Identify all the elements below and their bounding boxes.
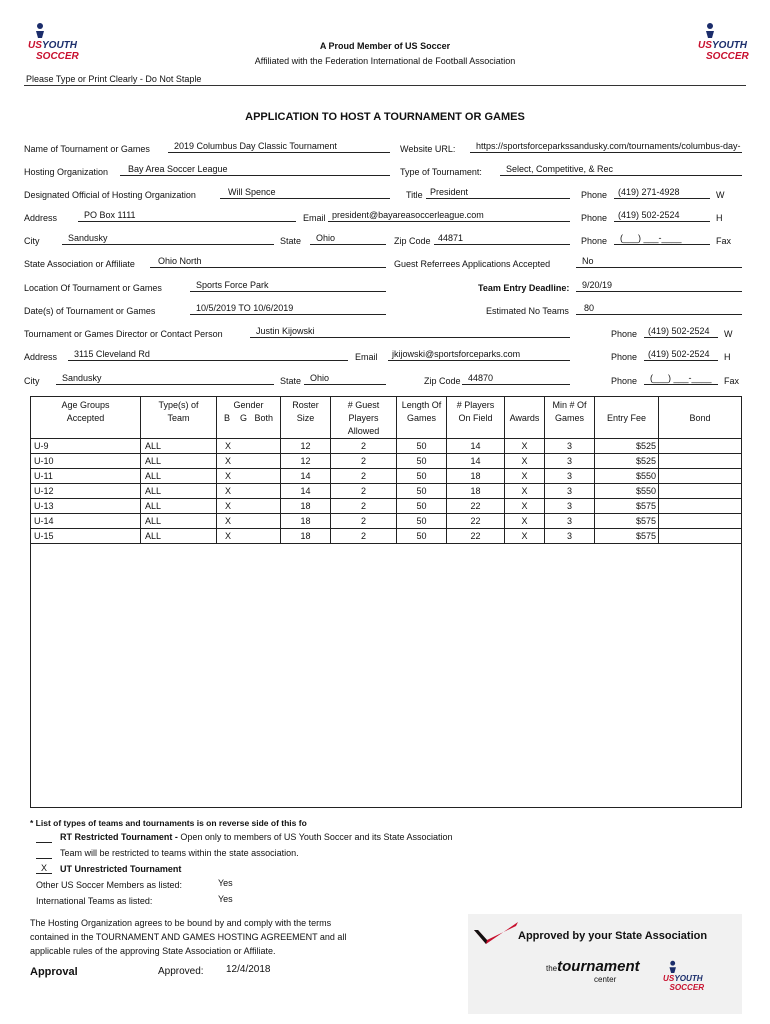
cell-length[interactable]: 50 — [397, 439, 447, 454]
official-title-label: Title — [406, 190, 423, 200]
table-row — [31, 469, 742, 484]
awards-header: Awards — [505, 397, 545, 439]
rt-line — [60, 832, 453, 842]
cell-awards[interactable]: X — [505, 454, 545, 469]
cell-gender[interactable]: X — [217, 454, 281, 469]
bond-header: Bond — [659, 397, 742, 439]
cell-fee[interactable]: $550 — [595, 484, 659, 499]
table-row — [31, 484, 742, 499]
fax-label: Fax — [716, 236, 732, 246]
dir-phone-label-3: Phone — [611, 376, 638, 386]
dates-value: 10/5/2019 TO 10/6/2019 — [196, 303, 294, 313]
official-value: Will Spence — [228, 187, 276, 197]
cell-awards[interactable]: X — [505, 514, 545, 529]
cell-age[interactable]: U-13 — [31, 499, 141, 514]
cell-roster[interactable]: 12 — [281, 454, 331, 469]
table-row — [31, 439, 742, 454]
svg-text:YOUTH: YOUTH — [712, 40, 747, 51]
official-title-value: President — [430, 187, 469, 197]
cell-min[interactable]: 3 — [545, 469, 595, 484]
cell-players[interactable]: 22 — [447, 499, 505, 514]
deadline-label: Team Entry Deadline: — [478, 283, 570, 293]
dir-phone-label-2: Phone — [611, 352, 638, 362]
cell-min[interactable]: 3 — [545, 454, 595, 469]
deadline-value: 9/20/19 — [582, 280, 613, 290]
approval-banner — [468, 914, 742, 1014]
dir-fax-value: (___) ___-____ — [650, 373, 712, 383]
est-teams-value: 80 — [584, 303, 595, 313]
agreement-line-3: applicable rules of the approving State Association or Affiliate. — [30, 946, 276, 956]
cell-min[interactable]: 3 — [545, 439, 595, 454]
website-label: Website URL: — [400, 144, 456, 154]
cell-awards[interactable]: X — [505, 484, 545, 499]
guest-refs-field[interactable] — [576, 256, 742, 268]
svg-text:SOCCER: SOCCER — [36, 51, 79, 62]
cell-fee[interactable]: $575 — [595, 499, 659, 514]
approved-by-text: Approved by your State Association — [518, 930, 708, 942]
cell-fee[interactable]: $575 — [595, 529, 659, 544]
cell-min[interactable]: 3 — [545, 484, 595, 499]
work-label: W — [716, 190, 725, 200]
players-header: # Players On Field — [447, 397, 505, 439]
email-value: president@bayareasoccerleague.com — [332, 210, 484, 220]
dir-state-value: Ohio — [310, 373, 330, 383]
roster-header: Roster Size — [281, 397, 331, 439]
cell-players[interactable]: 14 — [447, 454, 505, 469]
zip-label: Zip Code — [394, 236, 431, 246]
cell-roster[interactable]: 14 — [281, 469, 331, 484]
cell-fee[interactable]: $550 — [595, 469, 659, 484]
hosting-org-label: Hosting Organization — [24, 167, 109, 177]
gender-header: Gender B G Both — [217, 397, 281, 439]
director-value: Justin Kijowski — [256, 326, 315, 336]
cell-awards[interactable]: X — [505, 499, 545, 514]
cell-length[interactable]: 50 — [397, 499, 447, 514]
dir-address-value: 3115 Cleveland Rd — [74, 349, 150, 359]
cell-guest[interactable]: 2 — [331, 484, 397, 499]
cell-gender[interactable]: X — [217, 484, 281, 499]
address-label: Address — [24, 213, 58, 223]
affiliation-line: Affiliated with the Federation International de Football Association — [254, 56, 516, 66]
rt-title: RT Restricted Tournament - — [60, 832, 178, 842]
length-header: Length Of Games — [397, 397, 447, 439]
tournament-name-value: 2019 Columbus Day Classic Tournament — [174, 141, 337, 151]
table-row — [31, 499, 742, 514]
cell-age[interactable]: U-12 — [31, 484, 141, 499]
rt-checkbox[interactable] — [36, 832, 52, 843]
approved-date: 12/4/2018 — [226, 964, 271, 975]
table-row — [31, 454, 742, 469]
age-groups-table — [30, 396, 742, 544]
cell-gender[interactable]: X — [217, 499, 281, 514]
cell-guest[interactable]: 2 — [331, 514, 397, 529]
ut-title: UT Unrestricted Tournament — [60, 864, 182, 874]
cell-age[interactable]: U-10 — [31, 454, 141, 469]
cell-awards[interactable]: X — [505, 529, 545, 544]
address-value: PO Box 1111 — [84, 210, 136, 220]
director-label: Tournament or Games Director or Contact Person — [24, 329, 223, 339]
official-label: Designated Official of Hosting Organization — [24, 190, 196, 200]
state-value: Ohio — [316, 233, 336, 243]
cell-bond[interactable] — [659, 484, 742, 499]
cell-bond[interactable] — [659, 469, 742, 484]
rt-desc-2: Team will be restricted to teams within the state association. — [60, 848, 299, 858]
cell-fee[interactable]: $525 — [595, 454, 659, 469]
cell-roster[interactable]: 14 — [281, 484, 331, 499]
intl-teams-value: Yes — [218, 894, 233, 904]
home-label: H — [716, 213, 723, 223]
cell-players[interactable]: 22 — [447, 529, 505, 544]
phone-label: Phone — [581, 190, 608, 200]
cell-players[interactable]: 18 — [447, 484, 505, 499]
ut-checkbox[interactable]: X — [36, 863, 52, 874]
cell-guest[interactable]: 2 — [331, 529, 397, 544]
rt-checkbox-2[interactable] — [36, 848, 52, 859]
min-games-header: Min # Of Games — [545, 397, 595, 439]
svg-text:SOCCER: SOCCER — [706, 51, 749, 62]
dir-email-value: jkijowski@sportsforceparks.com — [392, 349, 521, 359]
guest-refs-label: Guest Referrees Applications Accepted — [394, 259, 551, 269]
city-label: City — [24, 236, 40, 246]
cell-type[interactable]: ALL — [141, 484, 217, 499]
svg-text:YOUTH: YOUTH — [42, 40, 77, 51]
tournament-center-logo: thetournament center — [546, 958, 640, 984]
cell-bond[interactable] — [659, 454, 742, 469]
svg-text:YOUTH: YOUTH — [674, 974, 703, 984]
rt-desc: Open only to members of US Youth Soccer and its State Association — [177, 832, 453, 842]
us-youth-soccer-logo-footer — [660, 960, 705, 994]
cell-type[interactable]: ALL — [141, 454, 217, 469]
cell-age[interactable]: U-11 — [31, 469, 141, 484]
dir-address-label: Address — [24, 352, 58, 362]
guest-header: # Guest Players Allowed — [331, 397, 397, 439]
cell-gender[interactable]: X — [217, 439, 281, 454]
state-assoc-value: Ohio North — [158, 256, 202, 266]
location-label: Location Of Tournament or Games — [24, 283, 162, 293]
dir-phone-label: Phone — [611, 329, 638, 339]
cell-type[interactable]: ALL — [141, 499, 217, 514]
cell-awards[interactable]: X — [505, 439, 545, 454]
cell-gender[interactable]: X — [217, 469, 281, 484]
svg-text:US: US — [698, 40, 712, 51]
header-divider — [24, 85, 746, 86]
cell-roster[interactable]: 18 — [281, 499, 331, 514]
cell-min[interactable]: 3 — [545, 499, 595, 514]
guest-refs-value: No — [582, 256, 594, 266]
cell-guest[interactable]: 2 — [331, 469, 397, 484]
cell-roster[interactable]: 18 — [281, 514, 331, 529]
cell-guest[interactable]: 2 — [331, 454, 397, 469]
cell-bond[interactable] — [659, 439, 742, 454]
location-value: Sports Force Park — [196, 280, 269, 290]
cell-type[interactable]: ALL — [141, 514, 217, 529]
dir-email-label: Email — [355, 352, 378, 362]
cell-type[interactable]: ALL — [141, 469, 217, 484]
form-title: APPLICATION TO HOST A TOURNAMENT OR GAMES — [245, 111, 525, 123]
phone-label-2: Phone — [581, 213, 608, 223]
cell-length[interactable]: 50 — [397, 484, 447, 499]
cell-awards[interactable]: X — [505, 469, 545, 484]
cell-roster[interactable]: 18 — [281, 529, 331, 544]
dir-phone-w-value: (419) 502-2524 — [648, 326, 710, 336]
approved-label: Approved: — [158, 966, 204, 977]
type-value: Select, Competitive, & Rec — [506, 164, 614, 174]
dates-label: Date(s) of Tournament or Games — [24, 306, 156, 316]
agreement-line-1: The Hosting Organization agrees to be bound by and comply with the terms — [30, 918, 332, 928]
cell-type[interactable]: ALL — [141, 439, 217, 454]
cell-bond[interactable] — [659, 499, 742, 514]
cell-age[interactable]: U-14 — [31, 514, 141, 529]
dir-state-label: State — [280, 376, 302, 386]
phone-h-value: (419) 502-2524 — [618, 210, 680, 220]
phone-w-value: (419) 271-4928 — [618, 187, 680, 197]
cell-bond[interactable] — [659, 514, 742, 529]
dir-city-value: Sandusky — [62, 373, 102, 383]
cell-fee[interactable]: $575 — [595, 514, 659, 529]
cell-fee[interactable]: $525 — [595, 439, 659, 454]
tournament-name-label: Name of Tournament or Games — [24, 144, 150, 154]
dir-phone-h-value: (419) 502-2524 — [648, 349, 710, 359]
zip-value: 44871 — [438, 233, 464, 243]
type-label: Type of Tournament: — [400, 167, 482, 177]
cell-guest[interactable]: 2 — [331, 499, 397, 514]
table-row — [31, 514, 742, 529]
svg-text:SOCCER: SOCCER — [669, 982, 705, 992]
agreement-line-2: contained in the TOURNAMENT AND GAMES HOSTING AGREEMENT and all — [30, 932, 347, 942]
dir-home-label: H — [724, 352, 731, 362]
table-header-row — [31, 397, 742, 439]
svg-text:US: US — [28, 40, 42, 51]
member-line: A Proud Member of US Soccer — [319, 41, 451, 51]
dir-work-label: W — [724, 329, 733, 339]
cell-length[interactable]: 50 — [397, 514, 447, 529]
cell-gender[interactable]: X — [217, 529, 281, 544]
instruction-text: Please Type or Print Clearly - Do Not Staple — [26, 74, 202, 84]
intl-teams-label: International Teams as listed: — [36, 896, 153, 906]
phone-label-3: Phone — [581, 236, 608, 246]
other-members-value: Yes — [218, 878, 233, 888]
cell-age[interactable]: U-15 — [31, 529, 141, 544]
hosting-org-value: Bay Area Soccer League — [128, 164, 228, 174]
age-groups-header: Age Groups Accepted — [31, 397, 141, 439]
cell-min[interactable]: 3 — [545, 529, 595, 544]
cell-players[interactable]: 14 — [447, 439, 505, 454]
dir-city-label: City — [24, 376, 40, 386]
dir-fax-label: Fax — [724, 376, 740, 386]
cell-min[interactable]: 3 — [545, 514, 595, 529]
cell-length[interactable]: 50 — [397, 529, 447, 544]
website-value: https://sportsforceparkssandusky.com/tournaments/columbus-day- — [476, 141, 741, 151]
entry-fee-header: Entry Fee — [595, 397, 659, 439]
state-label: State — [280, 236, 302, 246]
cell-players[interactable]: 22 — [447, 514, 505, 529]
cell-length[interactable]: 50 — [397, 469, 447, 484]
cell-gender[interactable]: X — [217, 514, 281, 529]
email-label: Email — [303, 213, 326, 223]
other-members-label: Other US Soccer Members as listed: — [36, 880, 183, 890]
table-empty-area — [30, 534, 742, 808]
cell-type[interactable]: ALL — [141, 529, 217, 544]
cell-age[interactable]: U-9 — [31, 439, 141, 454]
cell-roster[interactable]: 12 — [281, 439, 331, 454]
est-teams-label: Estimated No Teams — [486, 306, 569, 316]
dir-zip-label: Zip Code — [424, 376, 461, 386]
city-value: Sandusky — [68, 233, 108, 243]
cell-players[interactable]: 18 — [447, 469, 505, 484]
type-header: Type(s) of Team — [141, 397, 217, 439]
approval-label: Approval — [30, 966, 78, 978]
svg-text:US: US — [663, 974, 675, 984]
est-teams-field[interactable] — [576, 303, 742, 315]
list-note: * List of types of teams and tournaments is on reverse side of this fo — [30, 818, 307, 828]
cell-length[interactable]: 50 — [397, 454, 447, 469]
cell-guest[interactable]: 2 — [331, 439, 397, 454]
state-assoc-label: State Association or Affiliate — [24, 259, 135, 269]
dir-zip-value: 44870 — [468, 373, 494, 383]
check-swoosh-icon — [472, 918, 520, 948]
fax-value: (___) ___-____ — [620, 233, 682, 243]
